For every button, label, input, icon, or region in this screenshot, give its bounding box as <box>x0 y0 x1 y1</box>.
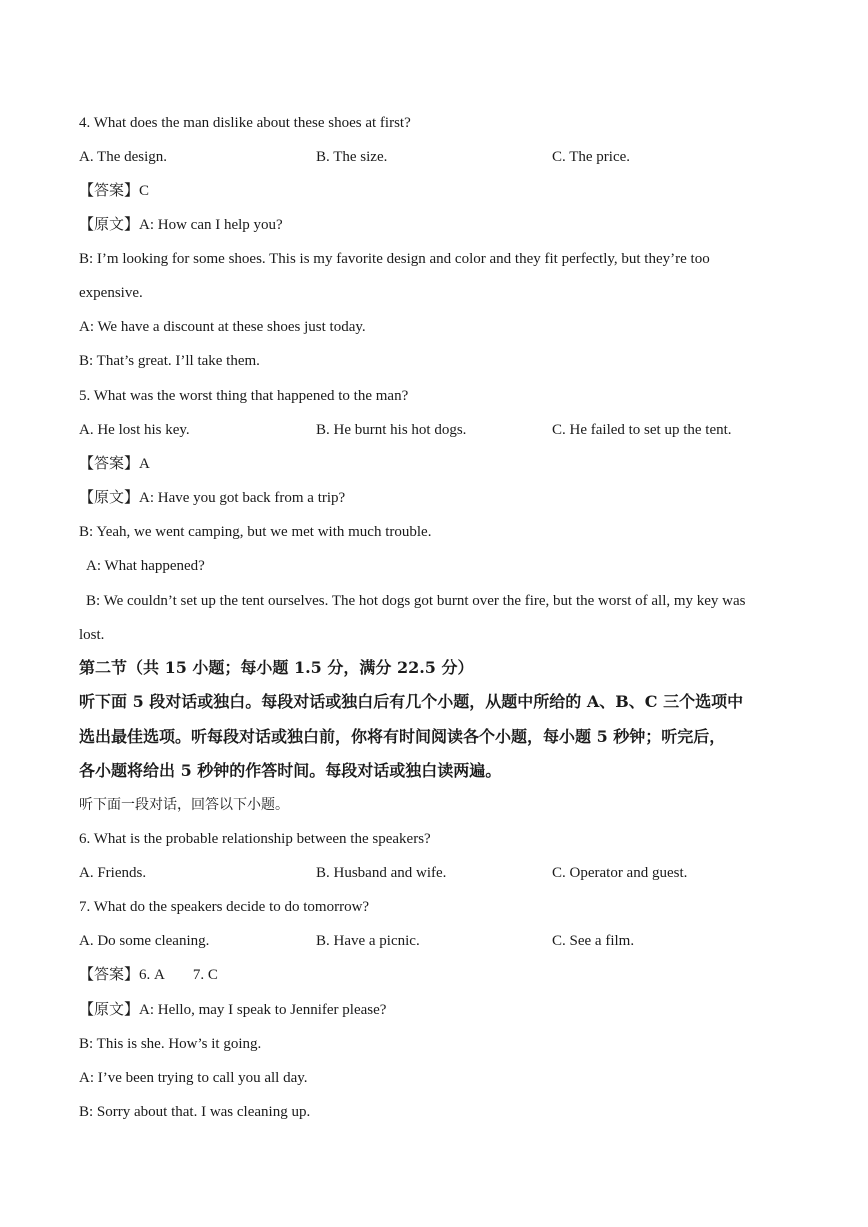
question-6: 6. What is the probable relationship between the speakers? <box>79 831 431 847</box>
q67-transcript-line: B: This is she. How’s it going. <box>79 1036 262 1052</box>
question-5: 5. What was the worst thing that happened to the man? <box>79 388 409 404</box>
q5-option-b: B. He burnt his hot dogs. <box>316 422 467 438</box>
section-instructions-line: 各小题将给出 5 秒钟的作答时间。每段对话或独白读两遍。 <box>79 761 502 780</box>
question-7: 7. What do the speakers decide to do tomorrow? <box>79 899 370 915</box>
q4-transcript-line: 【原文】A: How can I help you? <box>79 217 283 233</box>
q6-option-b: B. Husband and wife. <box>316 865 447 881</box>
q5-answer: 【答案】A <box>79 456 150 472</box>
q5-option-a: A. He lost his key. <box>79 422 190 438</box>
section-instructions-line: 选出最佳选项。听每段对话或独白前，你将有时间阅读各个小题，每小题 5 秒钟；听完后， <box>79 727 726 746</box>
q4-transcript-line: B: I’m looking for some shoes. This is my favorite design and color and they fit perfectly, but they’re too <box>79 251 710 267</box>
listening-prompt: 听下面一段对话，回答以下小题。 <box>79 797 289 813</box>
q6-option-c: C. Operator and guest. <box>552 865 688 881</box>
section-instructions-line: 听下面 5 段对话或独白。每段对话或独白后有几个小题，从题中所给的 A、B、C 三个选项中 <box>79 692 744 711</box>
q4-transcript-line: B: That’s great. I’ll take them. <box>79 353 260 369</box>
q7-option-b: B. Have a picnic. <box>316 933 420 949</box>
q4-transcript-line: expensive. <box>79 285 143 301</box>
q6-option-a: A. Friends. <box>79 865 147 881</box>
q4-transcript-line: A: We have a discount at these shoes just today. <box>79 319 366 335</box>
q4-option-b: B. The size. <box>316 149 388 165</box>
q4-option-a: A. The design. <box>79 149 168 165</box>
q7-option-a: A. Do some cleaning. <box>79 933 210 949</box>
q5-transcript-line: B: Yeah, we went camping, but we met with much trouble. <box>79 524 432 540</box>
q67-transcript-line: 【原文】A: Hello, may I speak to Jennifer please? <box>79 1002 387 1018</box>
q7-answer: 7. C <box>192 967 218 983</box>
q5-transcript-line: B: We couldn’t set up the tent ourselves. The hot dogs got burnt over the fire, but the worst of all, my key was <box>86 593 746 609</box>
q4-option-c: C. The price. <box>552 149 631 165</box>
q5-option-c: C. He failed to set up the tent. <box>552 422 732 438</box>
q4-answer: 【答案】C <box>79 183 150 199</box>
q6-answer: 【答案】6. A <box>79 967 165 983</box>
q6-q7-answer <box>79 965 218 985</box>
q5-transcript-line: 【原文】A: Have you got back from a trip? <box>79 490 346 506</box>
q5-transcript-line: lost. <box>79 627 105 643</box>
section-heading: 第二节（共 15 小题；每小题 1.5 分，满分 22.5 分） <box>79 658 474 677</box>
q67-transcript-line: B: Sorry about that. I was cleaning up. <box>79 1104 311 1120</box>
q7-option-c: C. See a film. <box>552 933 635 949</box>
question-4: 4. What does the man dislike about these shoes at first? <box>79 115 411 131</box>
q67-transcript-line: A: I’ve been trying to call you all day. <box>79 1070 308 1086</box>
q5-transcript-line: A: What happened? <box>86 558 205 574</box>
